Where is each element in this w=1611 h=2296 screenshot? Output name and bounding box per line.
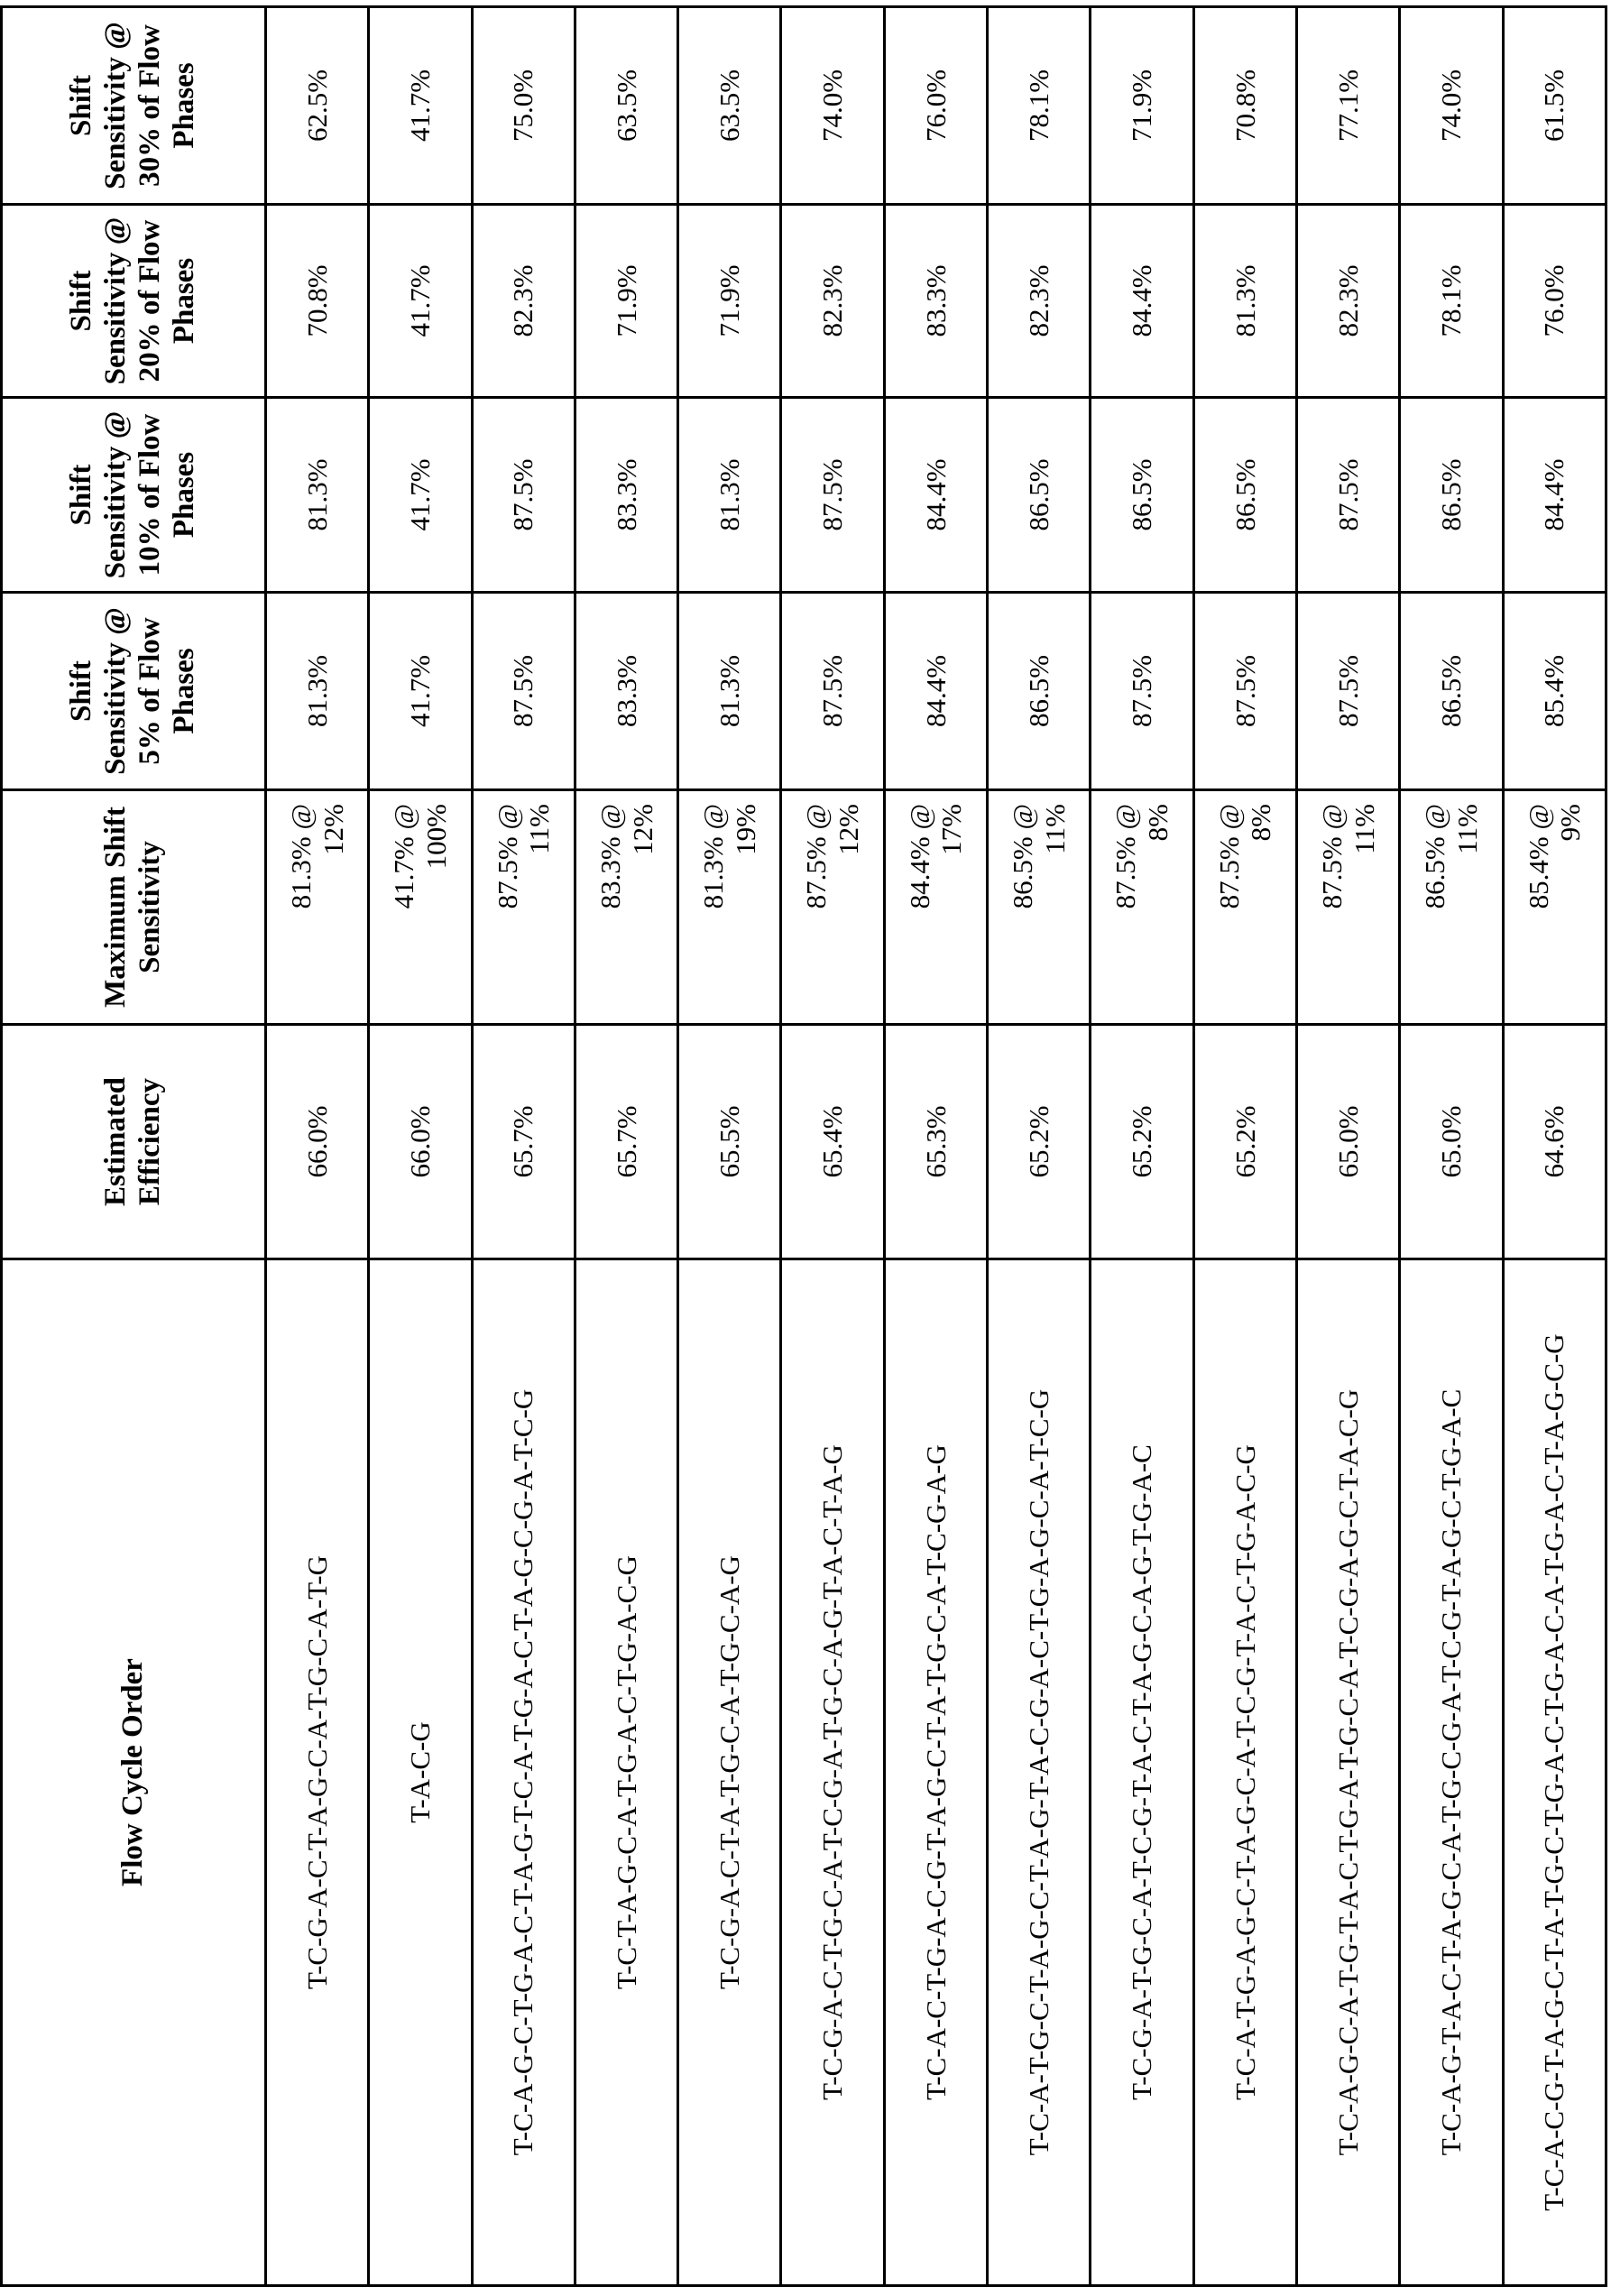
max-shift-cell	[575, 790, 677, 1025]
max-shift-text: 87.5% @	[800, 804, 833, 1018]
shift-30-cell: 61.5%	[1503, 7, 1606, 205]
shift-20-cell: 82.3%	[472, 205, 575, 398]
shift-10-cell: 81.3%	[678, 398, 781, 593]
flow-cycle-order-cell: T-C-A-T-G-A-G-C-T-A-G-C-A-T-C-G-T-A-C-T-G-A-C-G	[1193, 1259, 1296, 2286]
shift-5-cell: 83.3%	[575, 593, 677, 790]
shift-10-cell: 81.3%	[266, 398, 369, 593]
shift-30-cell: 41.7%	[369, 7, 472, 205]
shift-30-cell: 71.9%	[1091, 7, 1193, 205]
table-row	[575, 7, 677, 2286]
flow-cycle-order-cell: T-C-A-G-T-A-C-T-A-G-C-A-T-G-C-G-A-T-C-G-T-A-G-C-T-G-A-C	[1400, 1259, 1503, 2286]
max-shift-text: 81.3% @	[697, 804, 730, 1018]
flow-cycle-order-cell: T-C-A-C-G-T-A-G-C-T-A-T-G-C-T-G-A-C-T-G-A-C-A-T-G-A-C-T-A-G-C-G	[1503, 1259, 1606, 2286]
flow-cycle-order-cell: T-C-A-C-T-G-A-C-G-T-A-G-C-T-A-T-G-C-A-T-C-G-A-G	[884, 1259, 987, 2286]
shift-30-cell: 62.5%	[266, 7, 369, 205]
shift-5-cell: 84.4%	[884, 593, 987, 790]
max-shift-text: 100%	[420, 804, 453, 1018]
max-shift-cell	[266, 790, 369, 1025]
max-shift-cell	[1091, 790, 1193, 1025]
max-shift-text: 85.4% @	[1523, 804, 1555, 1018]
max-shift-cell	[678, 790, 781, 1025]
shift-10-cell: 86.5%	[1091, 398, 1193, 593]
shift-10-cell: 84.4%	[1503, 398, 1606, 593]
header-max-shift-sensitivity: Maximum Shift Sensitivity	[2, 790, 266, 1025]
max-shift-cell	[1193, 790, 1296, 1025]
max-shift-text: 11%	[1451, 804, 1484, 1018]
efficiency-cell: 65.4%	[781, 1025, 884, 1259]
max-shift-text: 87.5% @	[1109, 804, 1142, 1018]
shift-5-cell: 87.5%	[1193, 593, 1296, 790]
header-shift-20: Shift Sensitivity @ 20% of Flow Phases	[2, 205, 266, 398]
shift-10-cell: 86.5%	[1400, 398, 1503, 593]
max-shift-cell	[1400, 790, 1503, 1025]
table-row	[1193, 7, 1296, 2286]
header-flow-cycle-order: Flow Cycle Order	[2, 1259, 266, 2286]
flow-cycle-order-cell: T-C-A-G-C-T-G-A-C-T-A-G-T-C-A-T-G-A-C-T-A-G-C-G-A-T-C-G	[472, 1259, 575, 2286]
shift-30-cell: 76.0%	[884, 7, 987, 205]
efficiency-cell: 64.6%	[1503, 1025, 1606, 1259]
shift-20-cell: 81.3%	[1193, 205, 1296, 398]
flow-cycle-order-cell: T-C-T-A-G-C-A-T-G-A-C-T-G-A-C-G	[575, 1259, 677, 2286]
table-row	[369, 7, 472, 2286]
max-shift-text: 11%	[1039, 804, 1072, 1018]
shift-10-cell: 86.5%	[988, 398, 1091, 593]
efficiency-cell: 65.2%	[1091, 1025, 1193, 1259]
efficiency-cell: 65.0%	[1400, 1025, 1503, 1259]
max-shift-text: 19%	[730, 804, 762, 1018]
header-shift-30: Shift Sensitivity @ 30% of Flow Phases	[2, 7, 266, 205]
shift-20-cell: 82.3%	[781, 205, 884, 398]
rotated-page	[0, 0, 1611, 2296]
max-shift-text: 83.3% @	[594, 804, 627, 1018]
shift-20-cell: 71.9%	[678, 205, 781, 398]
shift-20-cell: 71.9%	[575, 205, 677, 398]
max-shift-cell	[781, 790, 884, 1025]
shift-20-cell: 83.3%	[884, 205, 987, 398]
max-shift-text: 86.5% @	[1419, 804, 1451, 1018]
shift-5-cell: 41.7%	[369, 593, 472, 790]
header-shift-5: Shift Sensitivity @ 5% of Flow Phases	[2, 593, 266, 790]
shift-5-cell: 87.5%	[472, 593, 575, 790]
efficiency-cell: 65.0%	[1296, 1025, 1399, 1259]
table-row	[1400, 7, 1503, 2286]
table-row	[266, 7, 369, 2286]
efficiency-cell: 65.7%	[472, 1025, 575, 1259]
shift-5-cell: 85.4%	[1503, 593, 1606, 790]
shift-5-cell: 86.5%	[1400, 593, 1503, 790]
max-shift-cell	[1296, 790, 1399, 1025]
max-shift-text: 8%	[1142, 804, 1174, 1018]
shift-5-cell: 87.5%	[781, 593, 884, 790]
shift-5-cell: 81.3%	[266, 593, 369, 790]
shift-30-cell: 74.0%	[781, 7, 884, 205]
max-shift-text: 11%	[1349, 804, 1381, 1018]
max-shift-text: 12%	[627, 804, 659, 1018]
shift-30-cell: 63.5%	[678, 7, 781, 205]
max-shift-cell	[472, 790, 575, 1025]
shift-10-cell: 87.5%	[1296, 398, 1399, 593]
max-shift-cell	[884, 790, 987, 1025]
shift-20-cell: 82.3%	[988, 205, 1091, 398]
efficiency-cell: 65.7%	[575, 1025, 677, 1259]
header-estimated-efficiency: Estimated Efficiency	[2, 1025, 266, 1259]
flow-cycle-order-cell: T-C-A-T-G-C-T-A-G-C-T-A-G-T-A-C-G-A-C-T-G-A-G-C-A-T-C-G	[988, 1259, 1091, 2286]
efficiency-cell: 65.2%	[988, 1025, 1091, 1259]
table-row	[1503, 7, 1606, 2286]
shift-5-cell: 87.5%	[1296, 593, 1399, 790]
efficiency-cell: 66.0%	[266, 1025, 369, 1259]
max-shift-text: 12%	[833, 804, 865, 1018]
shift-10-cell: 87.5%	[472, 398, 575, 593]
shift-20-cell: 41.7%	[369, 205, 472, 398]
shift-30-cell: 74.0%	[1400, 7, 1503, 205]
table-row	[1296, 7, 1399, 2286]
max-shift-text: 8%	[1245, 804, 1277, 1018]
max-shift-text: 12%	[318, 804, 350, 1018]
max-shift-text: 81.3% @	[285, 804, 318, 1018]
max-shift-text: 87.5% @	[1213, 804, 1246, 1018]
shift-20-cell: 82.3%	[1296, 205, 1399, 398]
max-shift-text: 9%	[1554, 804, 1587, 1018]
flow-cycle-order-cell: T-C-A-G-C-A-T-G-T-A-C-T-G-A-T-G-C-A-T-C-G-A-G-C-T-A-C-G	[1296, 1259, 1399, 2286]
shift-20-cell: 78.1%	[1400, 205, 1503, 398]
max-shift-text: 11%	[523, 804, 556, 1018]
flow-cycle-order-cell: T-C-G-A-T-G-C-A-T-C-G-T-A-C-T-A-G-C-A-G-T-G-A-C	[1091, 1259, 1193, 2286]
max-shift-text: 17%	[935, 804, 968, 1018]
flow-cycle-order-cell: T-C-G-A-C-T-G-C-A-T-C-G-A-T-G-C-A-G-T-A-C-T-A-G	[781, 1259, 884, 2286]
shift-10-cell: 87.5%	[781, 398, 884, 593]
max-shift-cell	[369, 790, 472, 1025]
table-row	[1091, 7, 1193, 2286]
efficiency-cell: 65.5%	[678, 1025, 781, 1259]
shift-30-cell: 78.1%	[988, 7, 1091, 205]
max-shift-cell	[988, 790, 1091, 1025]
shift-5-cell: 81.3%	[678, 593, 781, 790]
efficiency-cell: 65.2%	[1193, 1025, 1296, 1259]
max-shift-cell	[1503, 790, 1606, 1025]
efficiency-cell: 65.3%	[884, 1025, 987, 1259]
max-shift-text: 41.7% @	[388, 804, 420, 1018]
shift-30-cell: 77.1%	[1296, 7, 1399, 205]
header-row	[2, 7, 266, 2286]
max-shift-text: 84.4% @	[904, 804, 936, 1018]
table-row	[781, 7, 884, 2286]
shift-20-cell: 84.4%	[1091, 205, 1193, 398]
shift-10-cell: 86.5%	[1193, 398, 1296, 593]
shift-5-cell: 86.5%	[988, 593, 1091, 790]
max-shift-text: 86.5% @	[1007, 804, 1039, 1018]
flow-cycle-order-cell: T-A-C-G	[369, 1259, 472, 2286]
shift-10-cell: 41.7%	[369, 398, 472, 593]
shift-10-cell: 84.4%	[884, 398, 987, 593]
shift-30-cell: 75.0%	[472, 7, 575, 205]
flow-cycle-order-cell: T-C-G-A-C-T-A-T-G-C-A-T-G-C-A-G	[678, 1259, 781, 2286]
max-shift-text: 87.5% @	[492, 804, 524, 1018]
shift-30-cell: 63.5%	[575, 7, 677, 205]
max-shift-text: 87.5% @	[1316, 804, 1349, 1018]
efficiency-cell: 66.0%	[369, 1025, 472, 1259]
flow-cycle-order-cell: T-C-G-A-C-T-A-G-C-A-T-G-C-A-T-G	[266, 1259, 369, 2286]
shift-5-cell: 87.5%	[1091, 593, 1193, 790]
table-row	[988, 7, 1091, 2286]
shift-30-cell: 70.8%	[1193, 7, 1296, 205]
shift-20-cell: 76.0%	[1503, 205, 1606, 398]
shift-20-cell: 70.8%	[266, 205, 369, 398]
flow-cycle-table	[0, 5, 1607, 2287]
table-row	[884, 7, 987, 2286]
shift-10-cell: 83.3%	[575, 398, 677, 593]
table-row	[472, 7, 575, 2286]
table-row	[678, 7, 781, 2286]
header-shift-10: Shift Sensitivity @ 10% of Flow Phases	[2, 398, 266, 593]
